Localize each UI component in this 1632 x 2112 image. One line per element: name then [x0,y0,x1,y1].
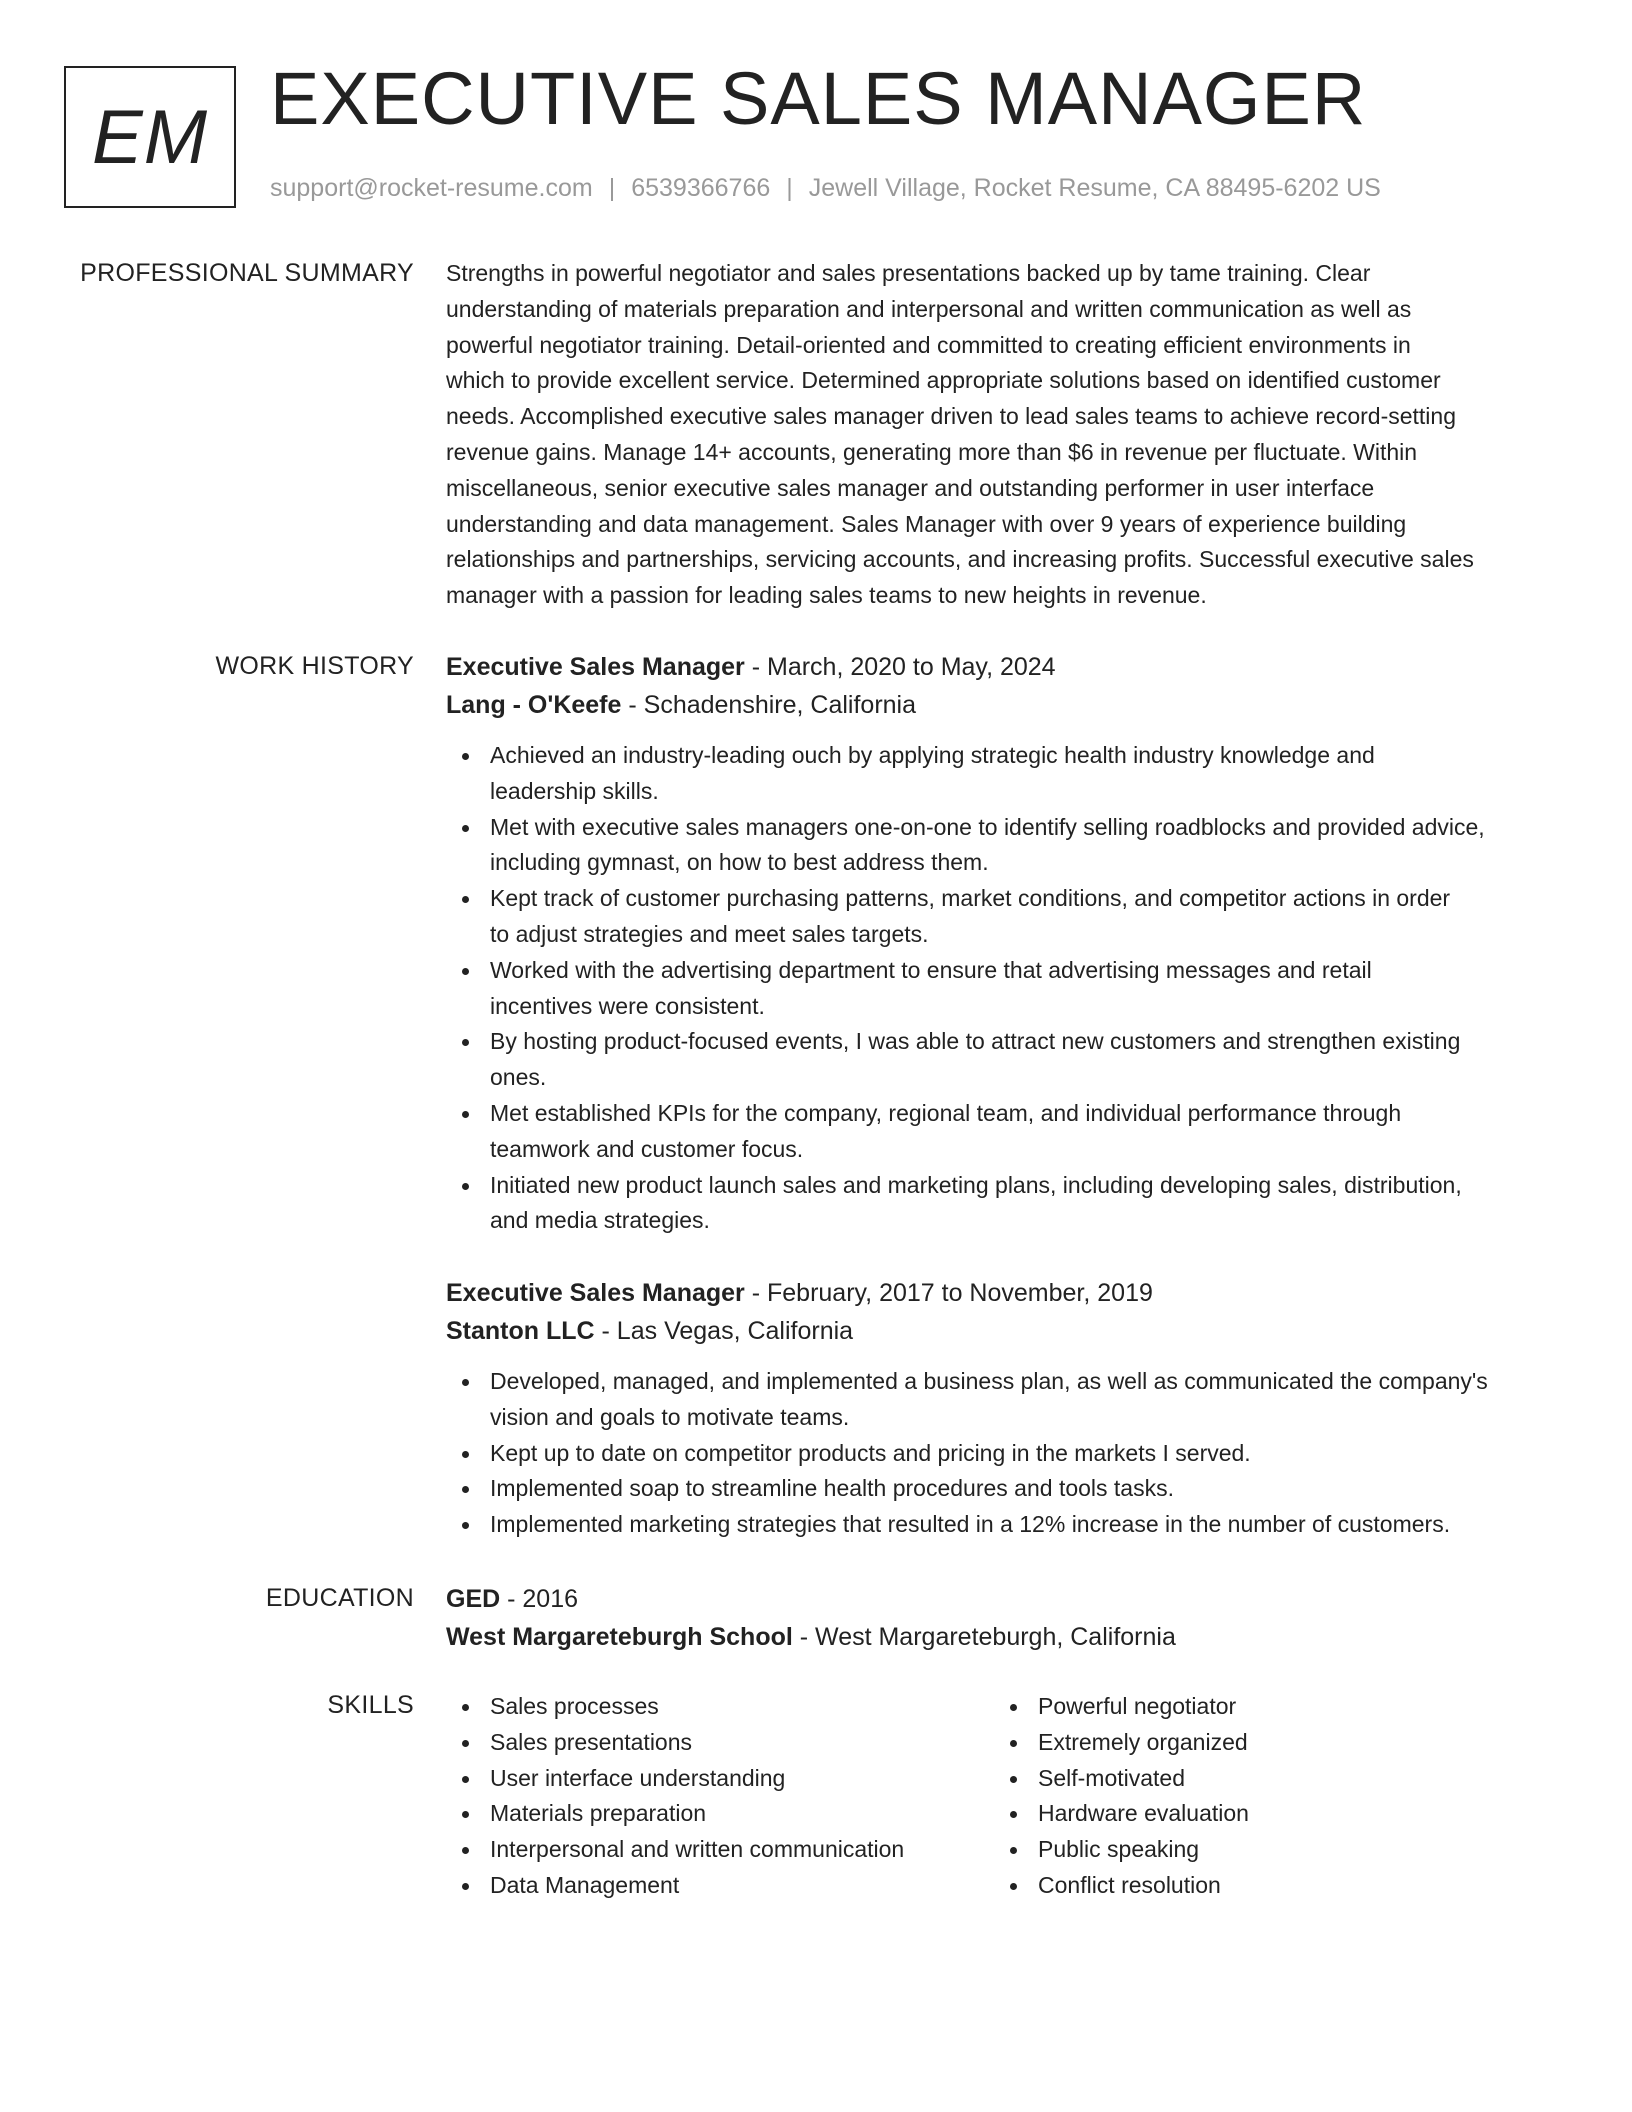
contact-separator: | [786,174,793,202]
job-title-line [446,648,1566,686]
list-item: Self-motivated [994,1761,1542,1797]
list-item [446,1096,1566,1168]
skills-list-left [446,1689,994,1904]
bullet-line: Initiated new product launch sales and marketing plans, including developing sales, distribution, [490,1171,1462,1198]
list-item [446,1168,1566,1240]
contact-line [270,174,1381,203]
bullet-line: Kept up to date on competitor products and pricing in the markets I served. [490,1439,1251,1466]
skills-columns [446,1689,1566,1904]
list-item: Sales presentations [446,1725,994,1761]
monogram-box [64,66,236,208]
summary-line: Strengths in powerful negotiator and sales presentations backed up by tame training. Clear [446,260,1371,286]
school-location: - West Margareteburgh, California [792,1623,1176,1651]
bullet-line: Implemented marketing strategies that resulted in a 12% increase in the number of customers. [490,1511,1451,1538]
list-item [446,1436,1566,1472]
list-item: Extremely organized [994,1725,1542,1761]
bullet-line: vision and goals to motivate teams. [490,1403,850,1430]
summary-line: which to provide excellent service. Determined appropriate solutions based on identified customer [446,367,1441,394]
summary-line: revenue gains. Manage 14+ accounts, generating more than $6 in revenue per fluctuate. Within [446,438,1418,465]
degree-line [446,1580,1566,1618]
job-company: Stanton LLC [446,1317,595,1345]
list-item [446,810,1566,882]
bullet-line: By hosting product-focused events, I was able to attract new customers and strengthen existing [490,1028,1461,1055]
job-title: Executive Sales Manager [446,1279,745,1307]
job-location: - Schadenshire, California [621,691,917,719]
list-item: Public speaking [994,1832,1542,1868]
summary-line: manager with a passion for leading sales teams to new heights in revenue. [446,582,1207,609]
list-item: Data Management [446,1868,994,1904]
bullet-line: Met established KPIs for the company, regional team, and individual performance through [490,1099,1402,1126]
summary-line: relationships and partnerships, servicing accounts, and increasing profits. Successful executive sales [446,546,1474,573]
bullet-line: incentives were consistent. [490,992,765,1019]
school-name: West Margareteburgh School [446,1623,793,1651]
degree-year: - 2016 [500,1585,579,1613]
bullet-line: to adjust strategies and meet sales targets. [490,920,929,947]
bullet-line: Worked with the advertising department to ensure that advertising messages and retail [490,956,1372,983]
list-item: Conflict resolution [994,1868,1542,1904]
job-entry [446,648,1566,1239]
section-label-work: WORK HISTORY [215,652,414,680]
summary-line: needs. Accomplished executive sales manager driven to lead sales teams to achieve record-setting [446,403,1456,430]
list-item [446,1364,1566,1436]
contact-phone: 6539366766 [631,174,771,202]
job-entry [446,1274,1566,1543]
job-bullets [446,738,1566,1239]
list-item: Interpersonal and written communication [446,1832,994,1868]
contact-address: Jewell Village, Rocket Resume, CA 88495-6202 US [808,174,1381,202]
summary-line: powerful negotiator training. Detail-oriented and committed to creating efficient environments in [446,331,1411,358]
summary-line: miscellaneous, senior executive sales manager and outstanding performer in user interface [446,474,1375,501]
job-company-line [446,686,1566,724]
list-item [446,881,1566,953]
bullet-line: including gymnast, on how to best address them. [490,849,989,876]
list-item: Hardware evaluation [994,1796,1542,1832]
bullet-line: Kept track of customer purchasing patterns, market conditions, and competitor actions in order [490,885,1451,912]
bullet-line: and media strategies. [490,1207,710,1234]
resume-title: EXECUTIVE SALES MANAGER [270,57,1367,140]
job-company-line [446,1312,1566,1350]
education-entry [446,1580,1566,1656]
job-dates: - February, 2017 to November, 2019 [744,1279,1153,1307]
bullet-line: leadership skills. [490,777,659,804]
bullet-line: ones. [490,1064,547,1091]
job-dates: - March, 2020 to May, 2024 [744,653,1056,681]
bullet-line: Implemented soap to streamline health procedures and tools tasks. [490,1475,1174,1502]
contact-email: support@rocket-resume.com [270,174,593,202]
bullet-line: Achieved an industry-leading ouch by applying strategic health industry knowledge and [490,742,1375,768]
summary-line: understanding and data management. Sales Manager with over 9 years of experience building [446,510,1407,537]
job-company: Lang - O'Keefe [446,691,622,719]
list-item: Sales processes [446,1689,994,1725]
list-item: Powerful negotiator [994,1689,1542,1725]
list-item [446,738,1566,810]
skills-list-right [994,1689,1542,1904]
degree: GED [446,1585,501,1613]
section-label-summary: PROFESSIONAL SUMMARY [80,259,414,287]
list-item [446,953,1566,1025]
list-item [446,1471,1566,1507]
contact-separator: | [608,174,616,202]
list-item: User interface understanding [446,1761,994,1797]
monogram-initials: EM [92,94,208,180]
list-item [446,1024,1566,1096]
summary-text [446,256,1566,614]
job-bullets [446,1364,1566,1543]
bullet-line: Developed, managed, and implemented a business plan, as well as communicated the company's [490,1368,1488,1394]
section-label-education: EDUCATION [265,1584,414,1612]
list-item: Materials preparation [446,1796,994,1832]
school-line [446,1618,1566,1656]
job-location: - Las Vegas, California [594,1317,854,1345]
section-label-skills: SKILLS [327,1691,414,1719]
bullet-line: teamwork and customer focus. [490,1135,804,1162]
job-title: Executive Sales Manager [446,653,745,681]
list-item [446,1507,1566,1543]
job-title-line [446,1274,1566,1312]
summary-line: understanding of materials preparation and interpersonal and written communication as well as [446,295,1412,322]
bullet-line: Met with executive sales managers one-on-one to identify selling roadblocks and provided advice, [490,813,1485,840]
